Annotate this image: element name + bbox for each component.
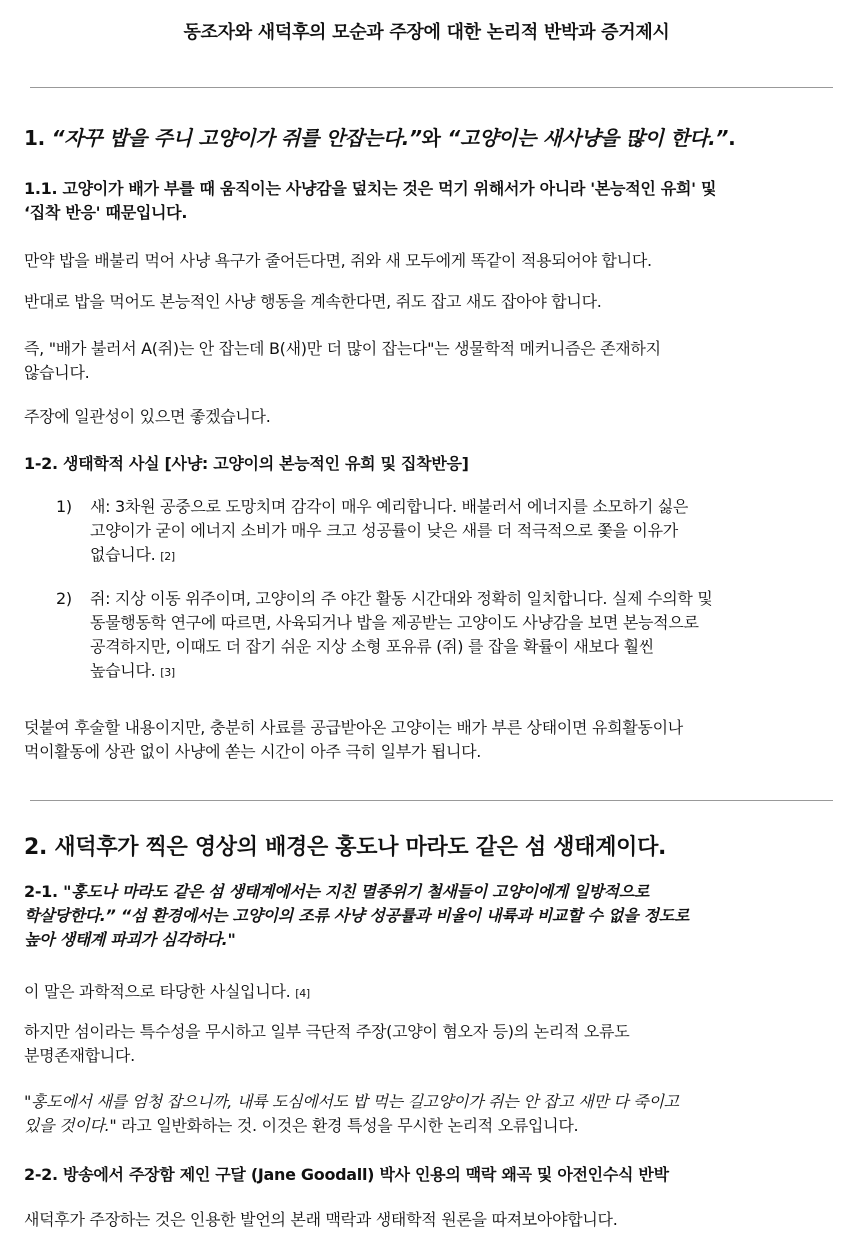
subsection-2-1-quote-2-line-1: “섬 환경에서는 고양이의 조류 사냥 성공률과 비율이 내륙과 비교할 수 없을 정도로 xyxy=(115,906,689,925)
subsection-1-1-heading xyxy=(24,177,833,225)
section1-number: 1. xyxy=(24,126,52,150)
subsection-2-1-number: 2-1. xyxy=(24,882,64,901)
subsection-1-1-heading-line-2: ‘집착 반응' 때문입니다. xyxy=(24,203,188,222)
subsection-2-1-quote-2-line-2: 높아 생태계 파괴가 심각하다." xyxy=(24,930,236,949)
divider-top xyxy=(30,87,833,88)
section1-conjunction: 와 xyxy=(421,126,448,150)
list-item-line: 고양이가 굳이 에너지 소비가 매우 크고 성공률이 낮은 새를 더 적극적으로 쫓을 이유가 xyxy=(90,521,678,540)
section1-quote-2: “고양이는 새사냥을 많이 한다.” xyxy=(447,126,729,150)
list-item-line: 높습니다. xyxy=(90,661,161,680)
list-item-line: 쥐: 지상 이동 위주이며, 고양이의 주 야간 활동 시간대와 정확히 일치합니다. 실제 수의학 및 xyxy=(90,589,713,608)
subsection-2-1-heading xyxy=(24,880,833,952)
subsection-1-1-heading-line-1: 1.1. 고양이가 배가 부를 때 움직이는 사냥감을 덮치는 것은 먹기 위해서가 아니라 '본능적인 유희' 및 xyxy=(24,179,717,198)
paragraph-2-1-c-quote-line-2: 있을 것이다." xyxy=(24,1116,117,1135)
paragraph-2-1-a-text: 이 말은 과학적으로 타당한 사실입니다. xyxy=(24,982,296,1001)
paragraph-2-1-b-line-2: 분명존재합니다. xyxy=(24,1046,135,1065)
paragraph-1-2-after-line-2: 먹이활동에 상관 없이 사냥에 쏟는 시간이 아주 극히 일부가 됩니다. xyxy=(24,742,482,761)
paragraph-1-1-d: 주장에 일관성이 있으면 좋겠습니다. xyxy=(24,407,271,426)
paragraph-2-1-c xyxy=(24,1090,833,1138)
paragraph-1-1-c-line-1: 즉, "배가 불러서 A(쥐)는 안 잡는데 B(새)만 더 많이 잡는다"는 생물학적 메커니즘은 존재하지 xyxy=(24,339,661,358)
paragraph-1-2-after xyxy=(24,716,833,764)
citation-3: [3] xyxy=(160,666,175,679)
list-item-line: 새: 3차원 공중으로 도망치며 감각이 매우 예리합니다. 배불러서 에너지를 소모하기 싫은 xyxy=(90,497,689,516)
paragraph-1-1-c-line-2: 않습니다. xyxy=(24,363,90,382)
list-item-number: 1) xyxy=(56,497,72,516)
paragraph-2-1-a xyxy=(24,980,833,1006)
ecology-fact-list xyxy=(24,495,833,685)
divider-middle xyxy=(30,800,833,801)
section1-quote-1: “자꾸 밥을 주니 고양이가 쥐를 안잡는다.” xyxy=(51,126,422,150)
paragraph-1-1-b: 반대로 밥을 먹어도 본능적인 사냥 행동을 계속한다면, 쥐도 잡고 새도 잡아야 합니다. xyxy=(24,292,602,311)
paragraph-2-1-b xyxy=(24,1020,833,1068)
paragraph-2-1-b-line-1: 하지만 섬이라는 특수성을 무시하고 일부 극단적 주장(고양이 혐오자 등)의 논리적 오류도 xyxy=(24,1022,630,1041)
section1-heading xyxy=(24,122,833,151)
list-item xyxy=(24,587,833,685)
subsection-1-2-heading: 1-2. 생태학적 사실 [사냥: 고양이의 본능적인 유희 및 집착반응] xyxy=(24,454,469,473)
paragraph-1-1-a: 만약 밥을 배불리 먹어 사냥 욕구가 줄어든다면, 쥐와 새 모두에게 똑같이 적용되어야 합니다. xyxy=(24,251,652,270)
list-item-line: 공격하지만, 이때도 더 잡기 쉬운 지상 소형 포유류 (쥐) 를 잡을 확률이 새보다 훨씬 xyxy=(90,637,654,656)
paragraph-2-1-c-rest: 라고 일반화하는 것. 이것은 환경 특성을 무시한 논리적 오류입니다. xyxy=(116,1116,579,1135)
paragraph-2-2-a: 새덕후가 주장하는 것은 인용한 발언의 본래 맥락과 생태학적 원론을 따져보아야합니다. xyxy=(24,1210,618,1229)
citation-4: [4] xyxy=(295,987,310,1000)
document-title: 동조자와 새덕후의 모순과 주장에 대한 논리적 반박과 증거제시 xyxy=(183,22,670,43)
citation-2: [2] xyxy=(160,550,175,563)
list-item-line: 동물행동학 연구에 따르면, 사육되거나 밥을 제공받는 고양이도 사냥감을 보면 본능적으로 xyxy=(90,613,699,632)
subsection-2-1-quote-1-line-1: "홍도나 마라도 같은 섬 생태계에서는 지친 멸종위기 철새들이 고양이에게 일방적으로 xyxy=(63,882,649,901)
list-item-number: 2) xyxy=(56,589,72,608)
list-item-line: 없습니다. xyxy=(90,545,161,564)
paragraph-1-1-c xyxy=(24,337,833,385)
section2-heading: 2. 새덕후가 찍은 영상의 배경은 홍도나 마라도 같은 섬 생태계이다. xyxy=(24,835,667,860)
list-item xyxy=(24,495,833,569)
subsection-2-1-quote-1-line-2: 학살당한다.” xyxy=(24,906,116,925)
paragraph-2-1-c-quote-line-1: "홍도에서 새를 엄청 잡으니까, 내륙 도심에서도 밥 먹는 길고양이가 쥐는 안 잡고 새만 다 죽이고 xyxy=(24,1092,679,1111)
subsection-2-2-heading: 2-2. 방송에서 주장함 제인 구달 (Jane Goodall) 박사 인용의 맥락 왜곡 및 아전인수식 반박 xyxy=(24,1165,669,1184)
paragraph-1-2-after-line-1: 덧붙여 후술할 내용이지만, 충분히 사료를 공급받아온 고양이는 배가 부른 상태이면 유희활동이나 xyxy=(24,718,683,737)
section1-period: . xyxy=(728,126,736,150)
